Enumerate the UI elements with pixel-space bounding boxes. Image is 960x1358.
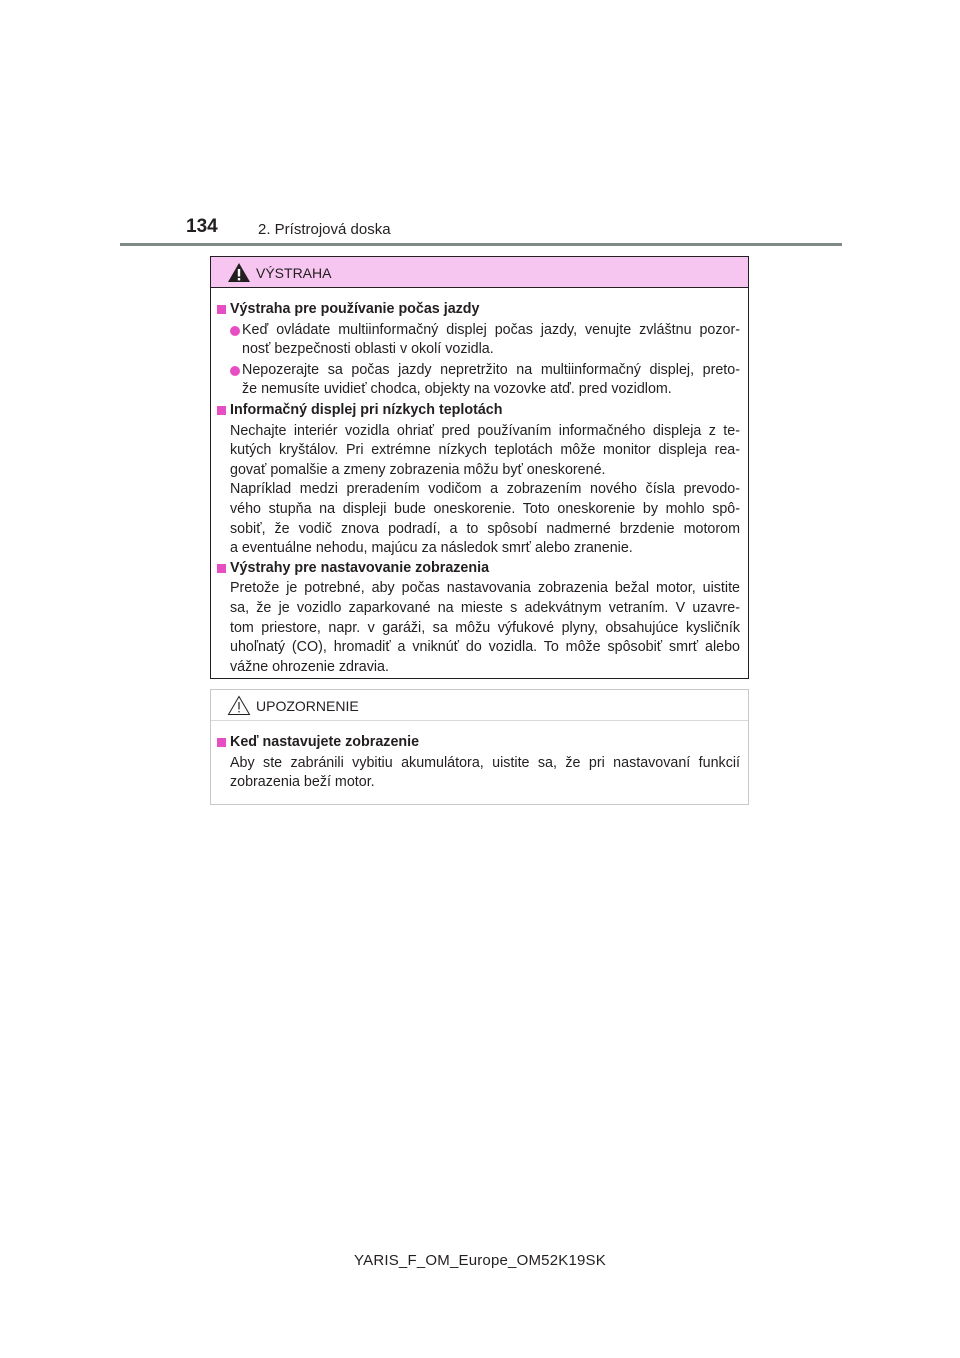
square-bullet-icon: [217, 738, 226, 747]
caution-box: [210, 689, 749, 805]
section-title: 2. Prístrojová doska: [258, 221, 391, 238]
square-bullet-icon: [217, 305, 226, 314]
header-rule: [120, 243, 842, 246]
caution-box-body: [211, 721, 748, 793]
section-heading: Keď nastavujete zobrazenie: [217, 733, 740, 753]
bullet-item: Keď ovládate multiinformačný displej počas jazdy, venujte zvláštnu pozor- nosť bezpečnosti oblasti v okolí vozidla.: [230, 321, 740, 360]
circle-bullet-icon: [230, 366, 240, 376]
caution-triangle-icon: [227, 695, 251, 716]
warning-label: VÝSTRAHA: [256, 265, 332, 281]
paragraph: Pretože je potrebné, aby počas nastavovania zobrazenia bežal motor, uistite sa, že je vozidlo zaparkované na mieste s adekvátnym vetraním. V uzavre- tom priestore, napr. v garáži, sa môžu výfukové plyny, obsahujúce kysličník uhoľnatý (CO), hromadiť a vniknúť do vozidla. To môže spôsobiť smrť alebo vážne ohrozenie zdravia.: [230, 580, 740, 675]
warning-box-body: [211, 288, 748, 677]
warning-box: [210, 256, 749, 679]
bullet-item: Nepozerajte sa počas jazdy nepretržito na multiinformačný displej, preto- že nemusíte uvidieť chodca, objekty na vozovke atď. pred vozidlom.: [230, 361, 740, 400]
warning-triangle-icon: [227, 262, 251, 283]
circle-bullet-icon: [230, 326, 240, 336]
paragraph: Nechajte interiér vozidla ohriať pred používaním informačného displeja z te- kutých kryštálov. Pri extrémne nízkych teplotách môže monitor displeja rea- govať pomalšie a zmeny zobrazenia môžu byť oneskorené. Napríklad medzi preradením vodičom a zobrazením nového čísla prevodo- vého stupňa na displeji bude oneskorenie. Toto oneskorenie by mohlo spô- sobiť, že vodič znova podradí, a to spôsobí nadmerné brzdenie motorom a eventuálne nehodu, majúcu za následok smrť alebo zranenie.: [230, 422, 740, 557]
square-bullet-icon: [217, 564, 226, 573]
page-number: 134: [186, 216, 218, 237]
section-heading: Informačný displej pri nízkych teplotách: [217, 401, 740, 421]
caution-box-header: [211, 690, 748, 721]
caution-label: UPOZORNENIE: [256, 698, 359, 714]
paragraph: Aby ste zabránili vybitiu akumulátora, uistite sa, že pri nastavovaní funkcií zobrazenia beží motor.: [230, 754, 740, 791]
section-heading: Výstrahy pre nastavovanie zobrazenia: [217, 559, 740, 579]
square-bullet-icon: [217, 406, 226, 415]
section-heading: Výstraha pre používanie počas jazdy: [217, 300, 740, 320]
document-code: YARIS_F_OM_Europe_OM52K19SK: [354, 1252, 606, 1269]
warning-box-header: [211, 257, 748, 288]
